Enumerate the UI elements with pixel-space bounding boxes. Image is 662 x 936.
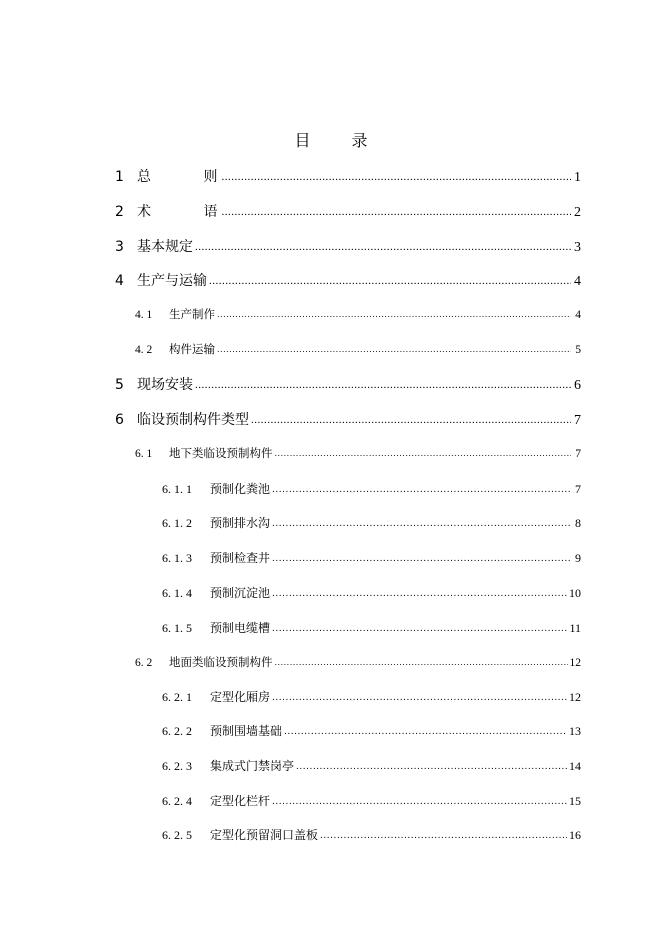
toc-entry-label: 地下类临设预制构件 (169, 446, 273, 460)
toc-entry-label: 临设预制构件类型 (137, 412, 249, 428)
toc-entry-page: 12 (569, 657, 581, 669)
toc-entry-5[interactable] (115, 374, 581, 394)
toc-entry-page: 1 (574, 170, 581, 185)
toc-entry-page: 12 (569, 690, 581, 704)
toc-entry-number: 6. 1 (135, 448, 153, 460)
dot-leader (275, 658, 568, 667)
toc-entry-6-1[interactable] (135, 445, 581, 461)
toc-entry-number: 6. 1. 4 (162, 586, 192, 600)
toc-entry-4-2[interactable] (135, 341, 581, 357)
toc-entry-number: 2 (115, 204, 124, 220)
toc-entry-4[interactable] (115, 270, 581, 290)
toc-entry-number: 6. 2. 3 (162, 759, 192, 773)
toc-entry-page: 8 (575, 516, 581, 530)
toc-entry-6-1-5[interactable] (162, 619, 581, 636)
toc-entry-page: 9 (575, 551, 581, 565)
toc-entry-page: 6 (574, 378, 581, 393)
toc-entry-page: 15 (569, 794, 581, 808)
toc-entry-6-2-5[interactable] (162, 826, 581, 843)
toc-entry-number: 6. 1. 1 (162, 482, 192, 496)
dot-leader (320, 831, 567, 841)
toc-entry-6-2-1[interactable] (162, 688, 581, 705)
dot-leader (221, 171, 571, 183)
toc-entry-4-1[interactable] (135, 306, 581, 322)
dot-leader (221, 206, 571, 218)
toc-entry-page: 7 (575, 482, 581, 496)
toc-entry-page: 3 (574, 240, 581, 255)
toc-entry-label: 预制沉淀池 (210, 586, 271, 600)
toc-entry-6-2-2[interactable] (162, 722, 581, 739)
toc-entry-page: 2 (574, 205, 581, 220)
toc-entry-page: 10 (569, 586, 581, 600)
toc-entry-label: 地面类临设预制构件 (169, 655, 273, 669)
toc-entry-6-1-4[interactable] (162, 584, 581, 601)
toc-entry-label: 预制围墙基础 (210, 724, 283, 738)
toc-entry-6-2-4[interactable] (162, 792, 581, 809)
toc-entry-6-1-2[interactable] (162, 514, 581, 531)
toc-entry-label: 预制电缆槽 (210, 621, 271, 635)
toc-entry-number: 6. 1. 5 (162, 621, 192, 635)
dot-leader (195, 379, 571, 391)
toc-entry-page: 16 (569, 828, 581, 842)
toc-entry-6-1-1[interactable] (162, 480, 581, 497)
toc-title: 目 录 (294, 131, 386, 150)
toc-entry-label: 总 则 (137, 169, 242, 185)
toc-entry-page: 4 (574, 274, 581, 289)
toc-entry-6-2[interactable] (135, 654, 581, 670)
dot-leader (272, 554, 571, 564)
toc-entry-page: 14 (569, 759, 581, 773)
toc-entry-number: 6. 1. 2 (162, 516, 192, 530)
dot-leader (195, 241, 571, 253)
toc-entry-label: 生产制作 (169, 307, 215, 321)
dot-leader (272, 485, 571, 495)
dot-leader (275, 449, 572, 458)
toc-entry-1[interactable] (115, 166, 581, 186)
dot-leader (272, 589, 567, 599)
toc-entry-label: 定型化厢房 (210, 690, 271, 704)
dot-leader (272, 624, 567, 634)
toc-entry-6[interactable] (115, 409, 581, 429)
toc-entry-2[interactable] (115, 201, 581, 221)
toc-entry-page: 7 (575, 448, 581, 460)
toc-entry-label: 定型化栏杆 (210, 794, 271, 808)
toc-entry-label: 基本规定 (137, 239, 193, 255)
dot-leader (217, 345, 571, 354)
dot-leader (217, 310, 571, 319)
toc-entry-number: 6. 2. 4 (162, 794, 192, 808)
toc-entry-number: 6 (115, 412, 124, 428)
toc-entry-label: 生产与运输 (137, 273, 207, 289)
toc-entry-page: 13 (569, 724, 581, 738)
toc-entry-label: 集成式门禁岗亭 (210, 759, 295, 773)
toc-entry-number: 1 (115, 169, 124, 185)
toc-entry-number: 6. 1. 3 (162, 551, 192, 565)
dot-leader (296, 762, 567, 772)
toc-entry-number: 5 (115, 377, 124, 393)
toc-entry-number: 6. 2 (135, 657, 153, 669)
toc-entry-3[interactable] (115, 236, 581, 256)
toc-entry-label: 预制化粪池 (210, 482, 271, 496)
toc-entry-number: 4. 1 (135, 309, 153, 321)
toc-entry-number: 4. 2 (135, 344, 153, 356)
toc-entry-label: 定型化预留洞口盖板 (210, 828, 319, 842)
toc-entry-number: 6. 2. 5 (162, 828, 192, 842)
toc-entry-label: 构件运输 (169, 342, 215, 356)
toc-entry-label: 预制排水沟 (210, 516, 271, 530)
toc-entry-label: 术 语 (137, 204, 242, 220)
dot-leader (272, 797, 567, 807)
dot-leader (209, 275, 571, 287)
toc-entry-6-1-3[interactable] (162, 549, 581, 566)
toc-entry-label: 现场安装 (137, 377, 193, 393)
dot-leader (272, 519, 571, 529)
toc-entry-page: 11 (569, 621, 581, 635)
dot-leader (284, 727, 567, 737)
toc-entry-page: 5 (575, 344, 581, 356)
toc-entry-number: 6. 2. 1 (162, 690, 192, 704)
toc-entry-page: 4 (575, 309, 581, 321)
toc-entry-page: 7 (574, 413, 581, 428)
toc-entry-number: 4 (115, 273, 124, 289)
dot-leader (272, 693, 567, 703)
dot-leader (251, 414, 571, 426)
toc-entry-6-2-3[interactable] (162, 757, 581, 774)
toc-entry-number: 3 (115, 239, 124, 255)
toc-entry-label: 预制检查井 (210, 551, 271, 565)
toc-entry-number: 6. 2. 2 (162, 724, 192, 738)
